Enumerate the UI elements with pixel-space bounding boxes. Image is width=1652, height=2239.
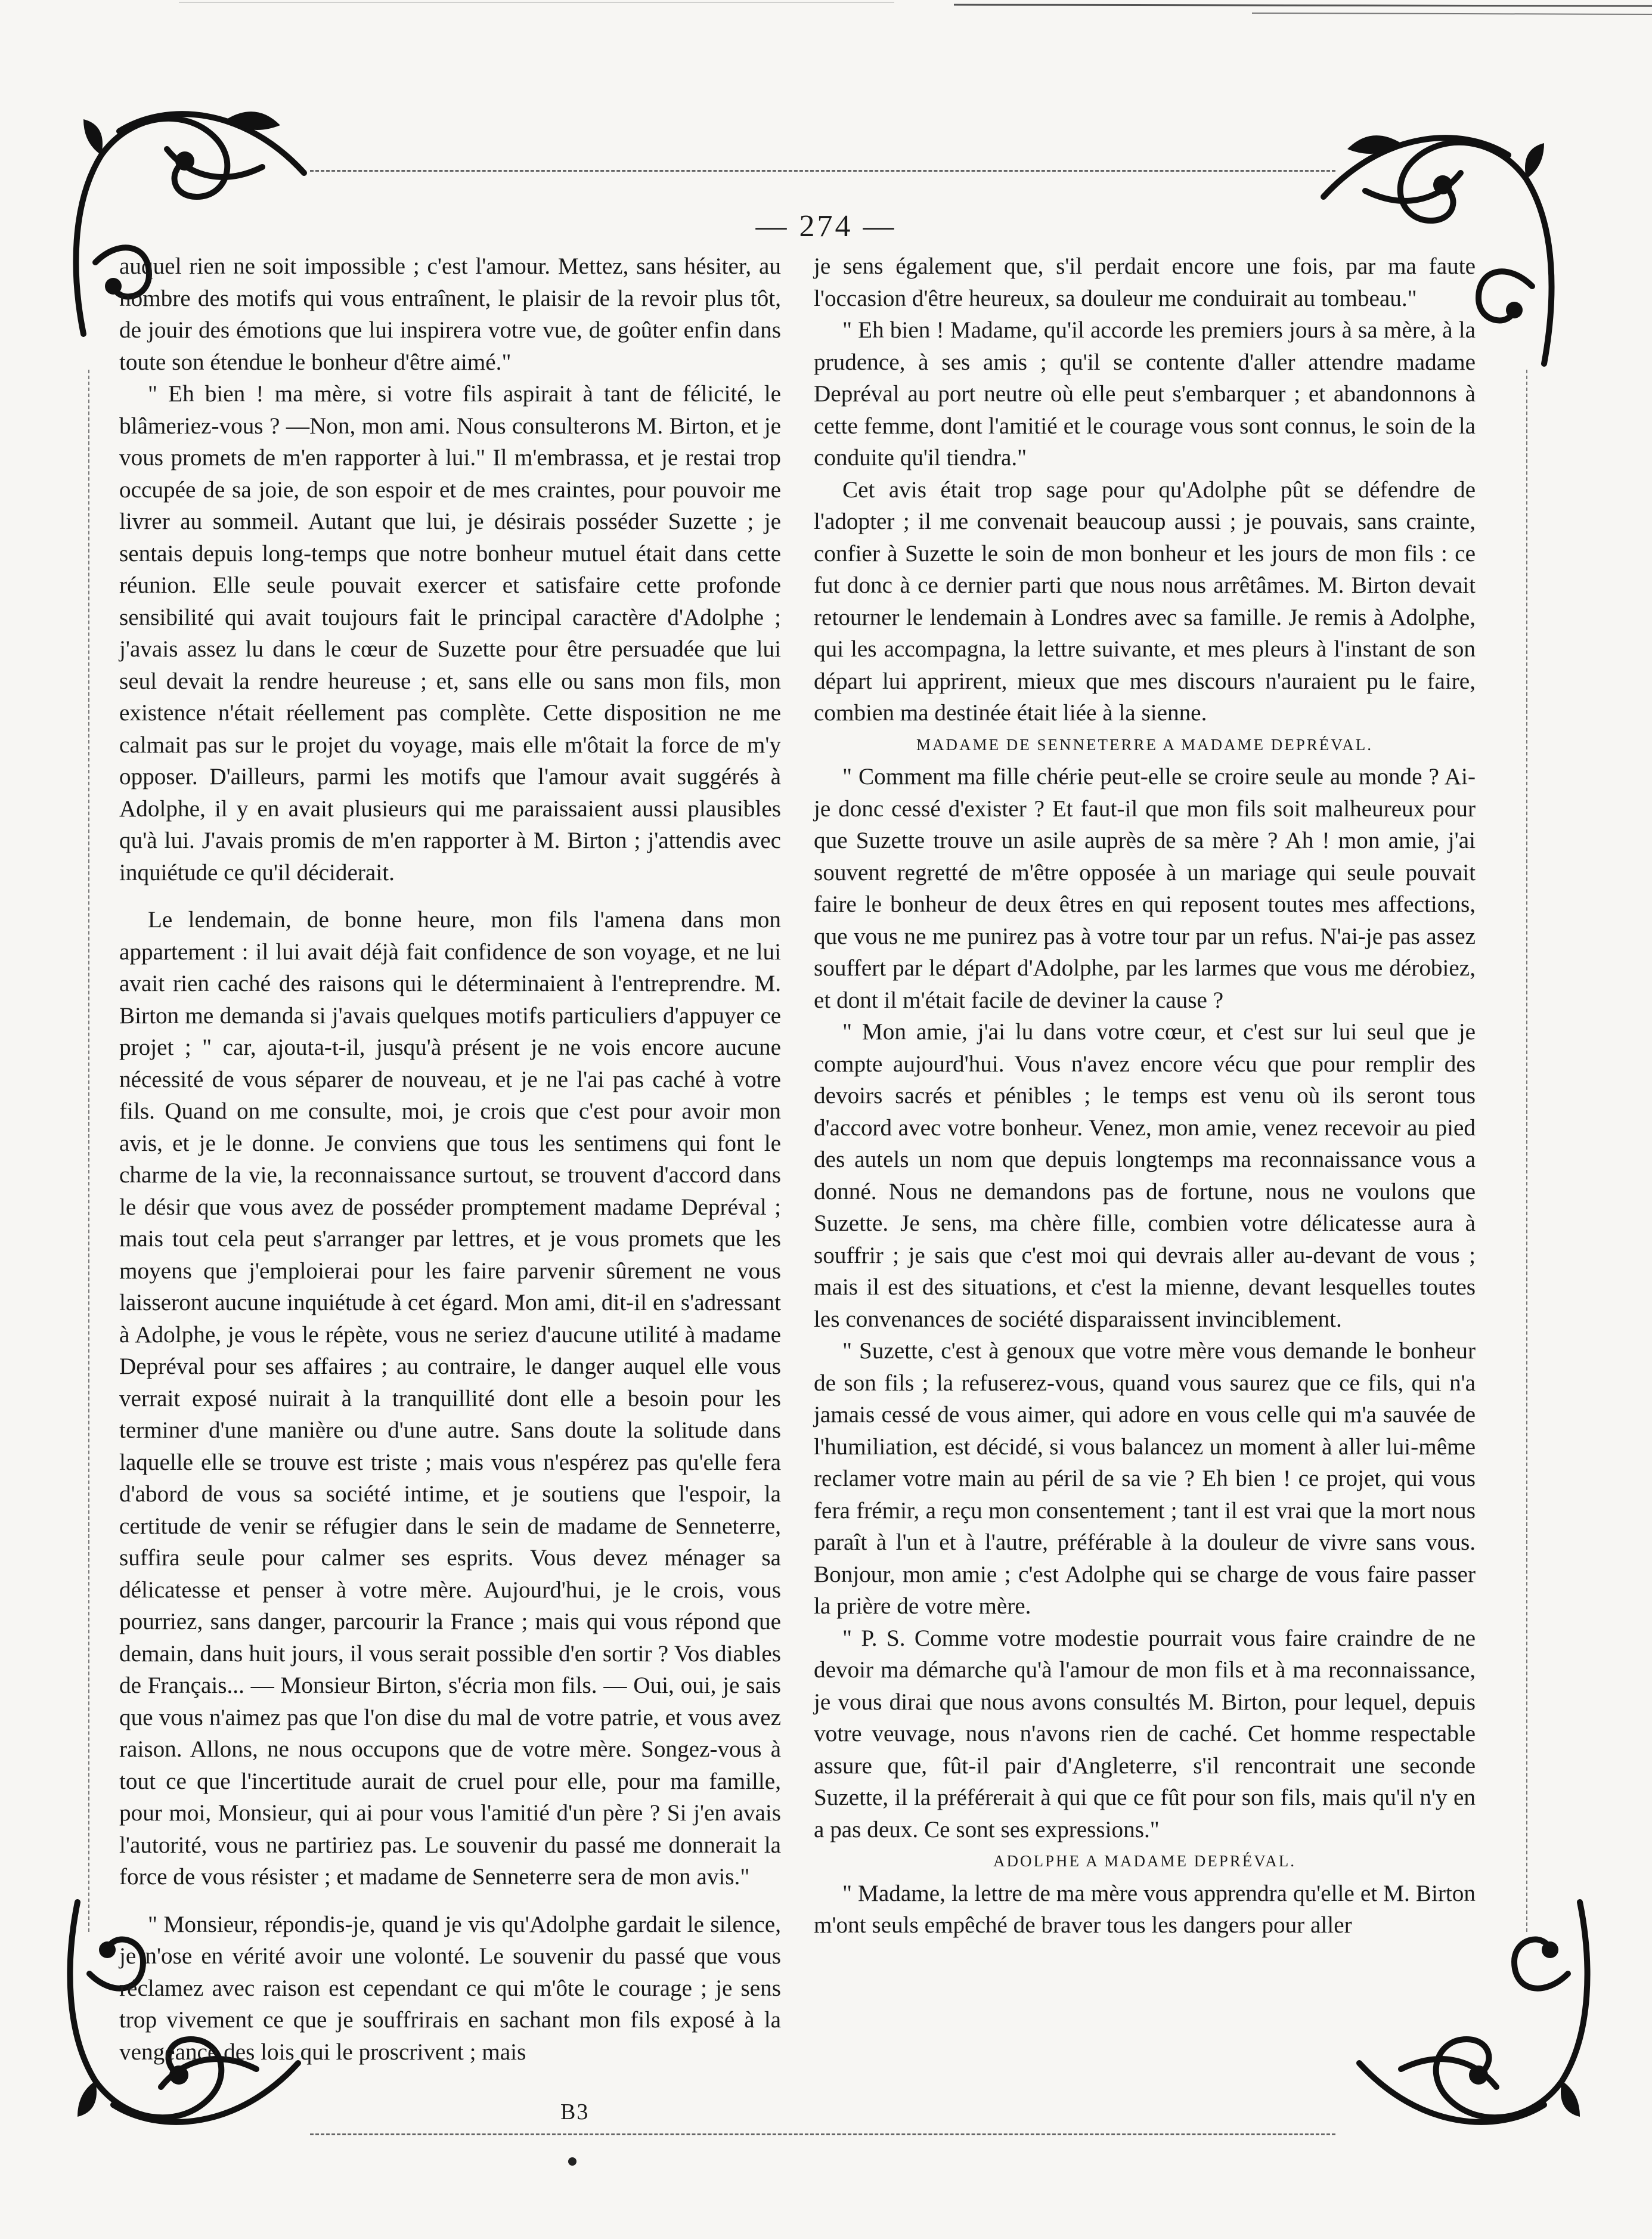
right-paragraph-4: " Comment ma fille chérie peut-elle se croire seule au monde ? Ai-je donc cessé d'exister ? Et faut-il que mon fils soit malheureux pour que Suzette trouve un asile auprès de sa mère ? Ah ! mon amie, j'ai souvent regretté de m'être opposée à un mariage qui seule pouvait faire le bonheur de deux êtres en qui reposent toutes mes affections, que vous ne me punirez pas à votre tour par un refus. N'ai-je pas assez souffert par le départ d'Adolphe, par les larmes que vous me dérobiez, et dont il m'était facile de deviner la cause ? [814, 764, 1476, 1013]
letter-heading-senneterre: MADAME DE SENNETERRE A MADAME DEPRÉVAL. [916, 735, 1374, 754]
frame-right-line [1526, 370, 1527, 1932]
right-paragraph-8: " Madame, la lettre de ma mère vous apprendra qu'elle et M. Birton m'ont seuls empêché de braver tous les dangers pour aller [814, 1880, 1476, 1938]
scan-edge-artifact [0, 0, 1652, 24]
frame-bottom-line [310, 2133, 1335, 2135]
right-paragraph-7: " P. S. Comme votre modestie pourrait vous faire craindre de ne devoir ma démarche qu'à l'amour de mon fils et à ma reconnaissance, je vous dirai que nous avons consultés M. Birton, pour lequel, depuis votre veuvage, nous n'avons rien de caché. Cet homme respectable assure que, fût-il pair d'Angleterre, s'il rencontrait une seconde Suzette, il la préférerait à qui que ce fût pour son fils, mais qu'il n'y en a pas deux. Ce sont ses expressions." [814, 1625, 1476, 1842]
ink-dot [568, 2157, 577, 2166]
letter-heading-adolphe: ADOLPHE A MADAME DEPRÉVAL. [993, 1852, 1297, 1870]
right-paragraph-1: je sens également que, s'il perdait encore une fois, par ma faute l'occasion d'être heureux, sa douleur me conduirait au tombeau." [814, 253, 1476, 311]
right-paragraph-6: " Suzette, c'est à genoux que votre mère vous demande le bonheur de son fils ; la refuserez-vous, quand vous saurez que ce fils, qui n'a jamais cessé de vous aimer, qui adore en vous celle qui m'a sauvée de l'humiliation, est décidé, si vous balancez un moment à aller lui-même reclamer votre main au péril de sa vie ? Eh bien ! ce projet, qui vous fera frémir, a reçu mon consentement ; tant il est vrai que la mort nous paraît à l'un et à l'autre, préférable à la douleur de vivre sans vous. Bonjour, mon amie ; c'est Adolphe qui se charge de vous faire passer la prière de votre mère. [814, 1338, 1476, 1619]
page-number: — 274 — [755, 209, 897, 243]
signature-mark: B3 [560, 2099, 590, 2125]
left-paragraph-1: auquel rien ne soit impossible ; c'est l'amour. Mettez, sans hésiter, au nombre des motifs qui vous entraînent, le plaisir de la revoir plus tôt, de jouir des émotions que lui inspirera votre vue, de goûter enfin dans toute son étendue le bonheur d'être aimé." [119, 253, 781, 375]
right-paragraph-3: Cet avis était trop sage pour qu'Adolphe pût se défendre de l'adopter ; il me convenait beaucoup aussi ; je pouvais, sans crainte, confier à Suzette le soin de mon bonheur et les jours de mon fils : ce fut donc à ce dernier parti que nous nous arrêtâmes. M. Birton devait retourner le lendemain à Londres avec sa famille. Je remis à Adolphe, qui les accompagna, la lettre suivante, et mes pleurs à l'instant de son départ lui apprirent, mieux que mes discours n'auraient pu le faire, combien ma destinée était liée à la sienne. [814, 476, 1476, 726]
right-paragraph-2: " Eh bien ! Madame, qu'il accorde les premiers jours à sa mère, à la prudence, à ses amis ; qu'il se contente d'aller attendre madame Depréval au port neutre où elle peut s'embarquer ; et abandonnons à cette femme, dont l'amitié et le courage vous sont connus, le soin de la conduite qu'il tiendra." [814, 317, 1476, 470]
frame-left-line [88, 370, 89, 1932]
left-paragraph-3: Le lendemain, de bonne heure, mon fils l'amena dans mon appartement : il lui avait déjà fait confidence de son voyage, et ne lui avait rien caché des raisons qui le déterminaient à l'entreprendre. M. Birton me demanda si j'avais quelques motifs particuliers d'appuyer ce projet ; " car, ajouta-t-il, jusqu'à présent je ne vois encore aucune nécessité de vous séparer de nouveau, et je ne l'ai pas caché à votre fils. Quand on me consulte, moi, je crois que c'est pour avoir mon avis, et je le donne. Je conviens que tous les sentimens qui font le charme de la vie, la reconnaissance surtout, se trouvent d'accord dans le désir que vous avez de posséder promptement madame Depréval ; mais tout cela peut s'arranger par lettres, et je vous promets que les moyens que j'emploierai pour les faire parvenir sûrement ne vous laisseront aucune inquiétude à cet égard. Mon ami, dit-il en s'adressant à Adolphe, je vous le répète, vous ne seriez d'aucune utilité à madame Depréval pour ses affaires ; au contraire, le danger auquel elle vous verrait exposé nuirait à la tranquillité dont elle a besoin pour les terminer d'une manière ou d'une autre. Sans doute la solitude dans laquelle elle se trouve est triste ; mais vous n'espérez pas qu'elle fera d'abord de vous sa société intime, et je soutiens que l'espoir, la certitude de venir se réfugier dans le sein de madame de Senneterre, suffira seule pour calmer ses esprits. Vous devez ménager sa délicatesse et penser à votre mère. Aujourd'hui, je le crois, vous pourriez, sans danger, parcourir la France ; mais qui vous répond que demain, dans huit jours, il vous serait possible d'en sortir ? Vos diables de Français... — Monsieur Birton, s'écria mon fils. — Oui, oui, je sais que vous n'aimez pas que l'on dise du mal de votre patrie, et vous avez raison. Allons, ne nous occupons que de votre mère. Songez-vous à tout ce que l'incertitude aurait de cruel pour elle, pour ma famille, pour moi, Monsieur, qui ai pour vous l'amitié d'un père ? Si j'en avais l'autorité, vous ne partiriez pas. Le souvenir du passé me donnerait la force de vous résister ; et madame de Senneterre sera de mon avis." [119, 907, 781, 1890]
frame-top-line [310, 170, 1335, 172]
left-paragraph-2: " Eh bien ! ma mère, si votre fils aspirait à tant de félicité, le blâmeriez-vous ? —Non, mon ami. Nous consulterons M. Birton, et je vous promets de m'en rapporter à lui." Il m'embrassa, et je restai trop occupée de sa joie, de son espoir et de mes craintes, pour pouvoir me livrer au sommeil. Autant que lui, je désirais posséder Suzette ; je sentais depuis long-temps que notre bonheur mutuel était dans cette réunion. Elle seule pouvait exercer et satisfaire cette profonde sensibilité qui avait toujours fait le principal caractère d'Adolphe ; j'avais assez lu dans le cœur de Suzette pour être persuadée que lui seul devait la rendre heureuse ; et, sans elle ou sans mon fils, mon existence n'était réellement pas complète. Cette disposition ne me calmait pas sur le projet du voyage, mais elle m'ôtait la force de m'y opposer. D'ailleurs, parmi les motifs que l'amour avait suggérés à Adolphe, il y en avait plusieurs qui me paraissaient aussi plausibles qu'à lui. J'avais promis de m'en rapporter à M. Birton ; j'attendis avec inquiétude ce qu'il déciderait. [119, 381, 781, 885]
right-text-column [814, 250, 1476, 1941]
right-paragraph-5: " Mon amie, j'ai lu dans votre cœur, et c'est sur lui seul que je compte aujourd'hui. Vous n'avez encore vécu que pour remplir des devoirs sacrés et pénibles ; le temps est venu où ils seront tous d'accord avec votre bonheur. Venez, mon amie, venez recevoir au pied des autels un nom que depuis longtemps ma reconnaissance vous a donné. Nous ne demandons pas de fortune, nous ne voulons que Suzette. Je sens, ma chère fille, combien votre délicatesse aura à souffrir ; je sais que c'est moi qui devrais aller au-devant de vous ; mais il est des situations, et c'est la mienne, devant lesquelles toutes les convenances de société disparaissent invinciblement. [814, 1019, 1476, 1332]
left-paragraph-4: " Monsieur, répondis-je, quand je vis qu'Adolphe gardait le silence, je n'ose en vérité avoir une volonté. Le souvenir du passé que vous réclamez avec raison est cependant ce qui m'ôte le courage ; je sens trop vivement ce que je souffrirais en sachant mon fils exposé à la vengeance des lois qui le proscrivent ; mais [119, 1911, 781, 2065]
left-text-column [119, 250, 781, 2068]
